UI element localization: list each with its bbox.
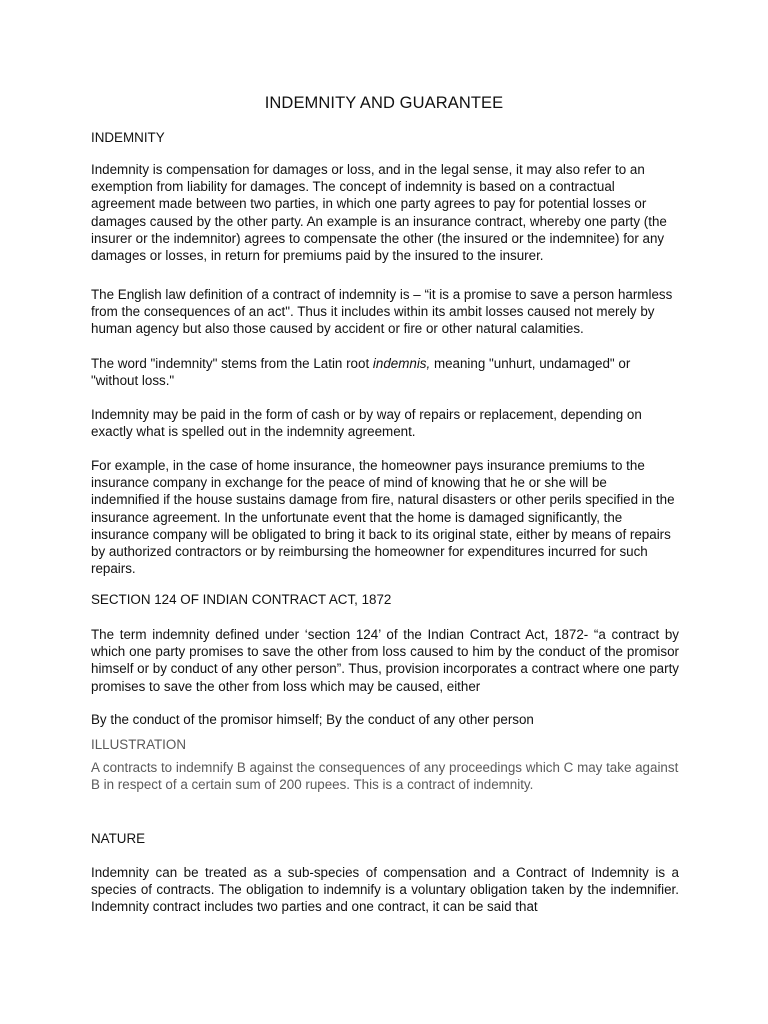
paragraph-conduct: By the conduct of the promisor himself; By the conduct of any other person <box>91 712 534 727</box>
heading-nature: NATURE <box>91 831 146 846</box>
paragraph-english-law: The English law definition of a contract of indemnity is – “it is a promise to save a person harmless from the consequences of an act". Thus it includes within its ambit losses caused not merely by human agency but also those caused by accident or fire or other natural calamities. <box>91 287 673 337</box>
paragraph-definition: Indemnity is compensation for damages or loss, and in the legal sense, it may also refer to an exemption from liability for damages. The concept of indemnity is based on a contractual agreement made between two parties, in which one party agrees to pay for potential losses or damages caused by the other party. An example is an insurance contract, whereby one party (the insurer or the indemnitor) agrees to compensate the other (the insured or the indemnitee) for any damages or losses, in return for premiums paid by the insured to the insurer. <box>91 162 667 264</box>
paragraph-section-124-definition: The term indemnity defined under ‘section 124’ of the Indian Contract Act, 1872- “a contract by which one party promises to save the other from loss caused to him by the conduct of the promisor himself or by conduct of any other person”. Thus, provision incorporates a contract where one party promises to save the other from loss which may be caused, either <box>91 627 679 694</box>
etymology-text-end: meaning "unhurt, undamaged" or "without loss." <box>91 356 631 389</box>
latin-root-term: indemnis, <box>372 356 431 371</box>
paragraph-home-insurance-example: For example, in the case of home insurance, the homeowner pays insurance premiums to the insurance company in exchange for the peace of mind of knowing that he or she will be indemnified if the house sustains damage from fire, natural disasters or other perils specified in the insurance agreement. In the unfortunate event that the home is damaged significantly, the insurance company will be obligated to bring it back to its original state, either by means of repairs by authorized contractors or by reimbursing the homeowner for expenditures incurred for such repairs. <box>91 458 675 577</box>
heading-illustration: ILLUSTRATION <box>91 737 186 752</box>
etymology-text-start: The word "indemnity" stems from the Latin root <box>91 356 373 371</box>
paragraph-payment-form: Indemnity may be paid in the form of cash or by way of repairs or replacement, depending on exactly what is spelled out in the indemnity agreement. <box>91 407 642 440</box>
document-title: INDEMNITY AND GUARANTEE <box>264 94 504 112</box>
paragraph-nature: Indemnity can be treated as a sub-species of compensation and a Contract of Indemnity is a species of contracts. The obligation to indemnify is a voluntary obligation taken by the indemnifier. Indemnity contract includes two parties and one contract, it can be said that <box>91 865 679 915</box>
paragraph-etymology <box>91 355 679 389</box>
heading-section-124: SECTION 124 OF INDIAN CONTRACT ACT, 1872 <box>91 592 392 607</box>
heading-indemnity: INDEMNITY <box>91 130 165 145</box>
paragraph-illustration: A contracts to indemnify B against the consequences of any proceedings which C may take against B in respect of a certain sum of 200 rupees. This is a contract of indemnity. <box>91 760 679 793</box>
